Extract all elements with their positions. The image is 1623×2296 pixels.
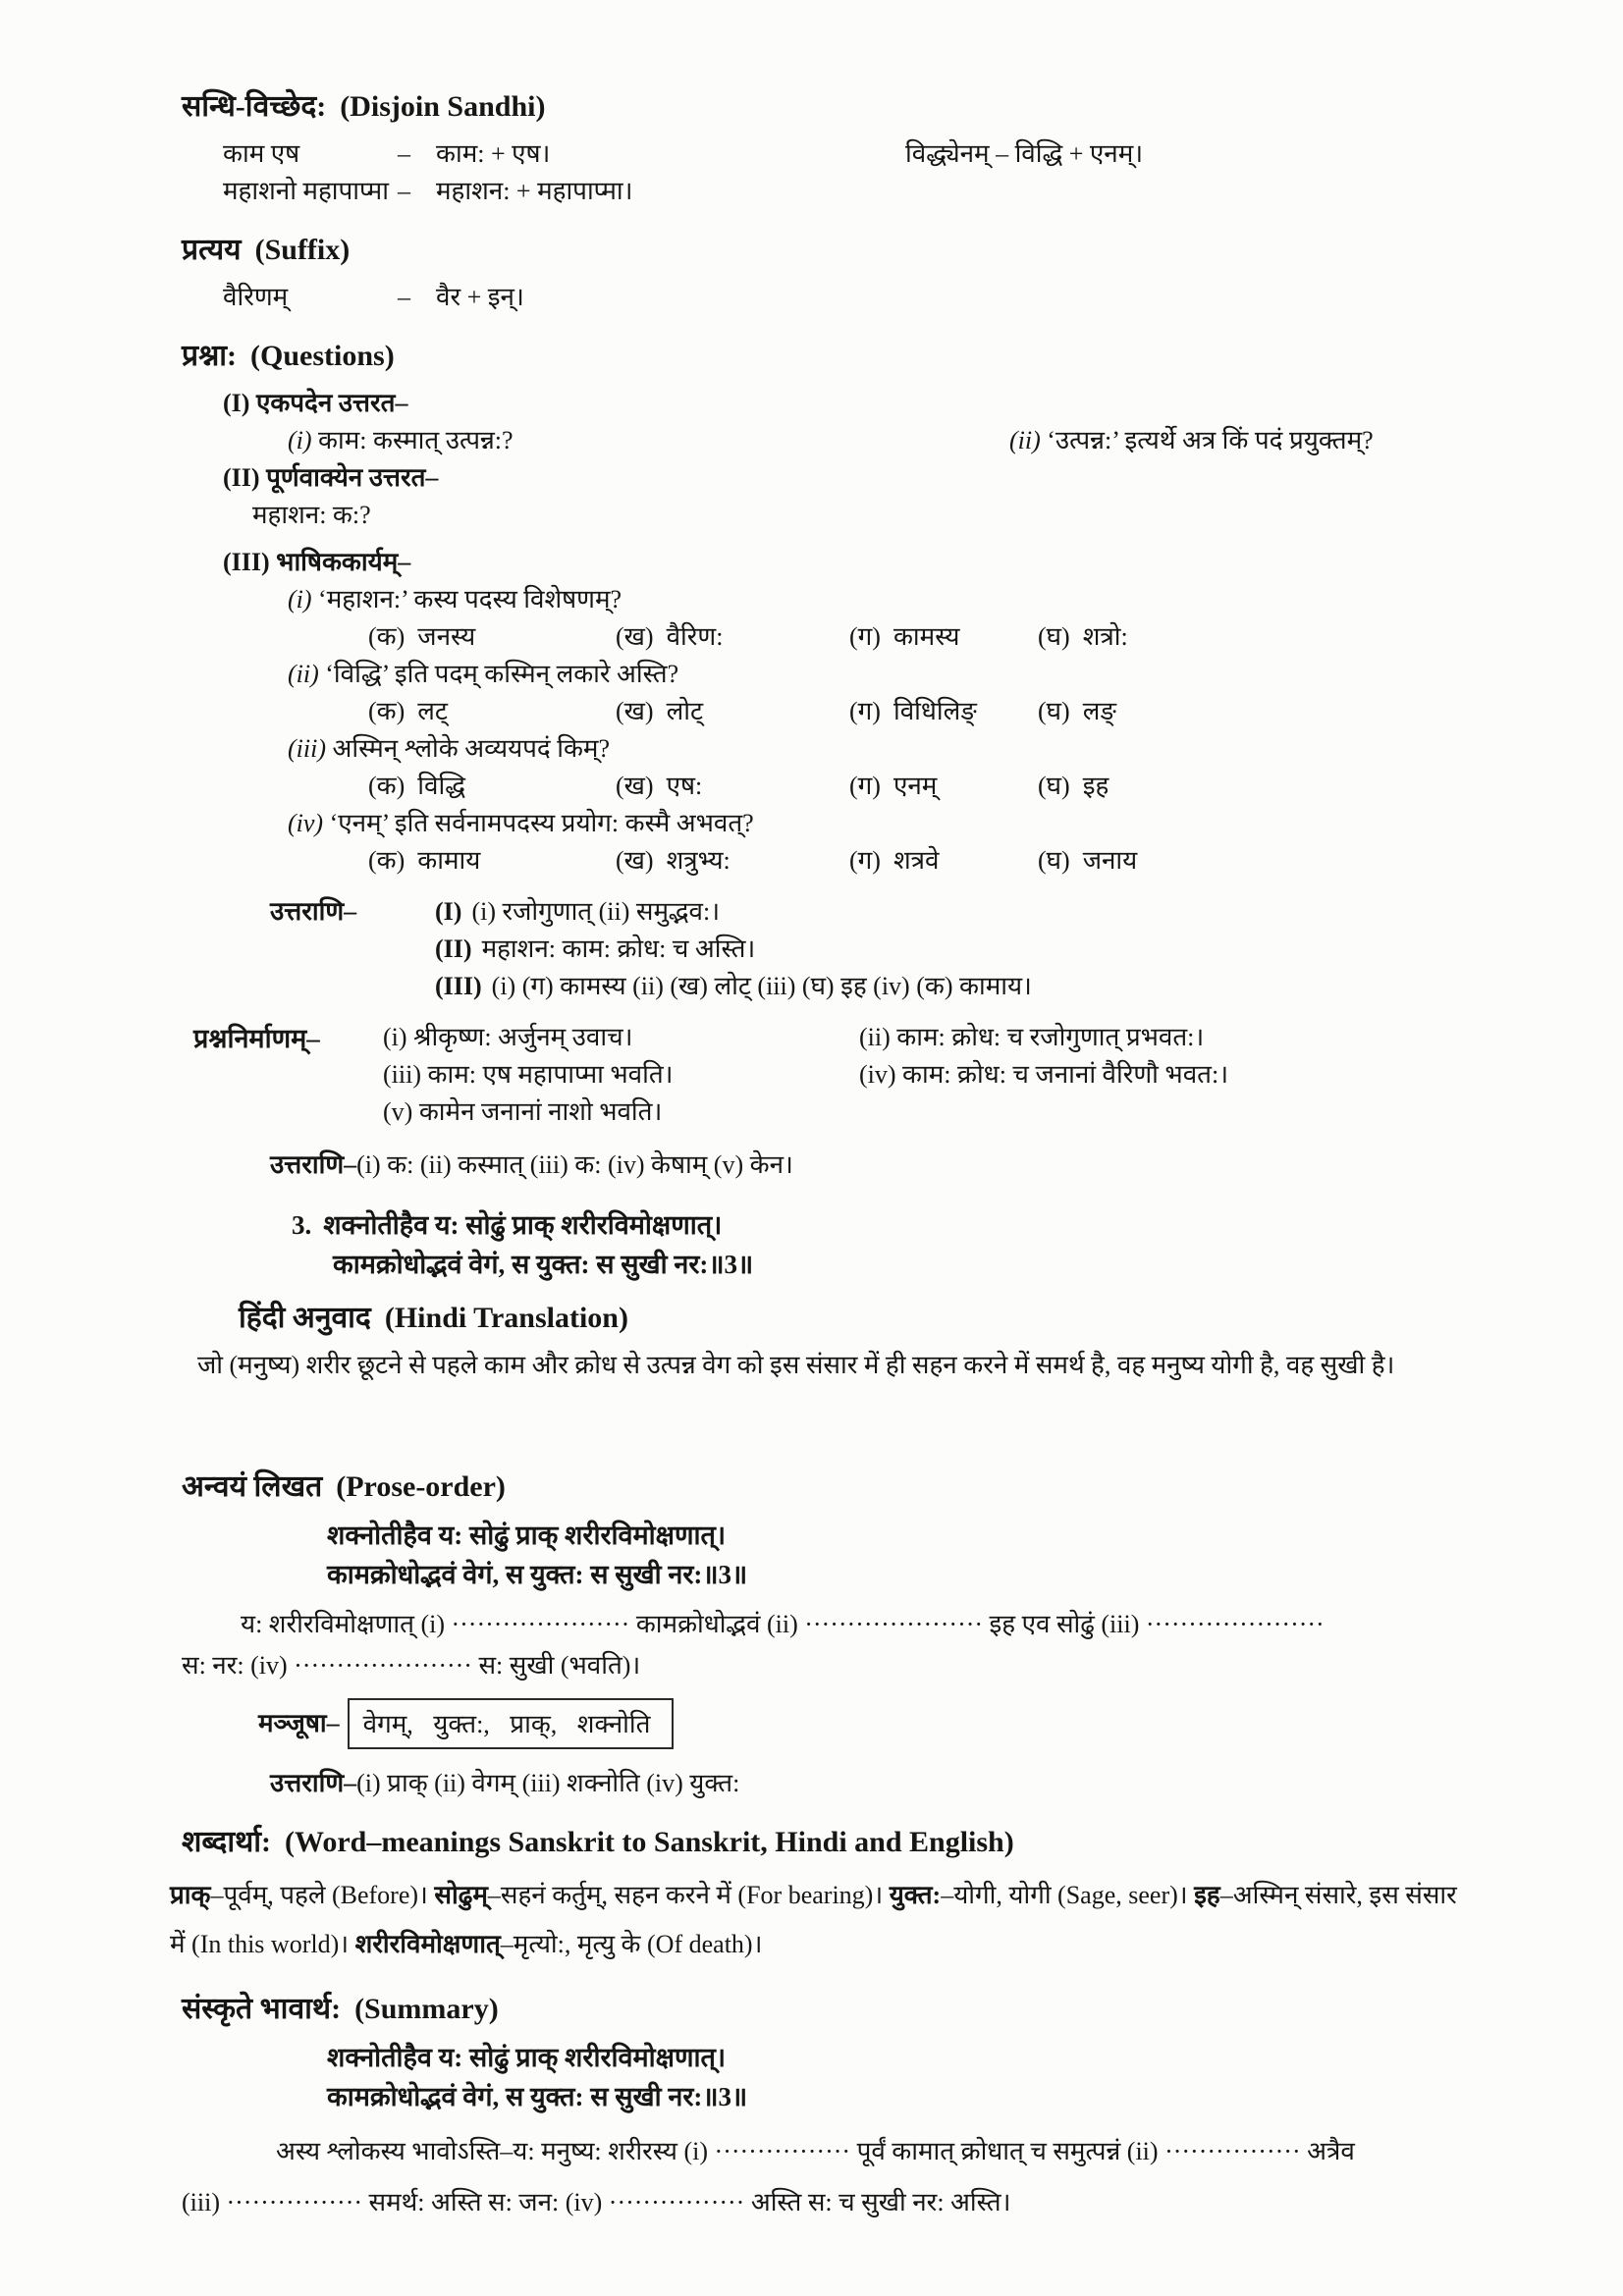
option-text: कामाय [417,846,481,875]
item-number: (i) [288,585,312,614]
dash: – [398,139,410,168]
suffix-split: वैर + इन्। [436,283,524,311]
option [616,618,849,656]
option-text: शत्रुभ्य: [666,846,730,875]
option [616,768,849,805]
question-group-1-title [223,385,1476,422]
option [1038,618,1476,656]
sandhi-heading-english: (Disjoin Sandhi) [340,90,546,123]
option-label: (घ) [1038,846,1070,875]
question-item [1009,422,1374,459]
verse-repeat [327,2038,1476,2116]
item-text: काम: कस्मात् उत्पन्न:? [318,426,514,454]
option-label: (घ) [1038,697,1070,725]
question-text: ‘एनम्’ इति सर्वनामपदस्य प्रयोग: कस्मै अभवत्? [329,809,754,837]
option [616,842,849,880]
option-text: विद्धि [417,772,465,800]
roman-number: (III) [435,972,482,1000]
row-right: (ii) काम: क्रोध: च रजोगुणात् प्रभवत:। [859,1023,1205,1051]
roman-number: (I) [435,897,462,926]
meaning: –योगी, योगी (Sage, seer)। [941,1881,1195,1909]
question-group-2-item: महाशन: क:? [252,501,371,529]
question-formation-row [383,1056,1476,1094]
answers-section [182,893,1476,1005]
heading-hindi: अन्वयं लिखत [182,1470,323,1503]
option-text: एनम् [893,772,938,800]
question-formation-answers [270,1147,1476,1184]
verse-text: शक्नोतीहैव य: सोढुं प्राक् शरीरविमोक्षणात्। [323,1210,723,1240]
mcq-question [288,581,1476,618]
option [368,842,616,880]
option [368,618,616,656]
answers-label: उत्तराणि– [270,1769,357,1797]
sandhi-right-note: विद्ध्येनम् – विद्धि + एनम्। [905,139,1144,168]
option-text: जनाय [1082,846,1138,875]
answers-label: उत्तराणि– [270,897,357,926]
prose-order-answers [270,1765,1476,1802]
question-formation-label: प्रश्ननिर्माणम्– [193,1024,320,1053]
mcq-question [288,656,1476,693]
summary-line-1: अस्य श्लोकस्य भावोऽस्ति–य: मनुष्य: शरीरस्य (i) ················ पूर्वं कामात् क्रोधात् च समुत्पन्नं (ii) ················ अत्रैव [276,2137,1355,2165]
suffix-row [223,279,1476,316]
answer-line [435,893,1032,931]
summary-heading [182,1987,1476,2032]
question-formation-section [182,1019,1476,1184]
suffix-word: वैरिणम् [223,283,289,311]
heading-hindi: शब्दार्था: [182,1826,272,1858]
option-text: कामस्य [893,622,960,651]
heading-english: (Prose-order) [336,1470,506,1503]
option-label: (ग) [849,846,881,875]
heading-english: (Word–meanings Sanskrit to Sanskrit, Hindi and English) [285,1826,1014,1858]
group-title: एकपदेन उत्तरत– [255,389,408,417]
answers-text: (i) क: (ii) कस्मात् (iii) क: (iv) केषाम् (v) केन। [356,1150,793,1179]
answer-text: महाशन: काम: क्रोध: च अस्ति। [481,934,756,963]
mcq-options [368,618,1476,656]
item-number: (iii) [288,734,326,763]
mcq-options [368,693,1476,730]
prose-order-section [182,1465,1476,1802]
meaning: –मृत्यो:, मृत्यु के (Of death)। [500,1930,763,1958]
option-label: (घ) [1038,772,1070,800]
term: युक्त: [889,1881,942,1909]
item-number: (i) [288,426,312,454]
option [849,618,1038,656]
manjusha-label: मञ्जूषा– [258,1709,340,1737]
heading-english: (Hindi Translation) [384,1302,628,1334]
question-group-3-title [223,544,1476,581]
option-text: शत्रवे [893,846,940,875]
verse-line-1: शक्नोतीहैव य: सोढुं प्राक् शरीरविमोक्षणात्। [327,2043,727,2072]
term: इह [1194,1881,1220,1909]
verse-line-2: कामक्रोधोद्भवं वेगं, स युक्त: स सुखी नर:॥3॥ [327,1560,748,1589]
option-label: (ख) [616,846,654,875]
dash: – [398,283,410,311]
sandhi-section [182,84,1476,210]
option-text: जनस्य [417,622,476,651]
questions-section [182,334,1476,880]
answer-line [435,931,1032,968]
questions-heading-hindi: प्रश्ना: [182,340,238,372]
questions-heading [182,334,1476,379]
mcq-block [182,581,1476,656]
option [849,842,1038,880]
question-group-2-title [223,459,1476,497]
question-text: ‘महाशन:’ कस्य पदस्य विशेषणम्? [318,585,622,614]
heading-english: (Summary) [354,1993,499,2025]
item-number: (ii) [1009,426,1041,454]
mcq-options [368,842,1476,880]
option-text: लङ् [1082,697,1116,725]
row-left: (i) श्रीकृष्ण: अर्जुनम् उवाच। [383,1023,633,1051]
summary-line-2: (iii) ················ समर्थ: अस्ति स: जन: (iv) ················ अस्ति स: च सुखी नर: अस्ति। [182,2188,1011,2216]
answers-text: (i) प्राक् (ii) वेगम् (iii) शक्नोति (iv) युक्त: [356,1769,740,1797]
verse-number: 3. [292,1210,312,1240]
mcq-block [182,805,1476,880]
manjusha-row [258,1698,1476,1749]
sandhi-split: काम: + एष। [436,139,551,168]
word-meanings-heading [182,1820,1476,1865]
row-left: (iii) काम: एष महापाप्मा भवति। [383,1060,674,1089]
hindi-translation-heading [239,1296,1476,1341]
mcq-question [288,805,1476,842]
roman-number: (II) [435,934,472,963]
term: सोढुम् [434,1881,488,1909]
option [368,693,616,730]
option-text: लट् [417,697,449,725]
option-label: (ग) [849,622,881,651]
suffix-heading-english: (Suffix) [254,234,351,266]
option-text: विधिलिङ् [893,697,977,725]
option-text: एष: [666,772,703,800]
answers-lines [435,893,1032,1005]
option-label: (ख) [616,697,654,725]
heading-hindi: हिंदी अनुवाद [239,1302,371,1334]
row-right: (iv) काम: क्रोध: च जनानां वैरिणौ भवत:। [859,1060,1229,1089]
option-label: (ख) [616,622,654,651]
mcq-question [288,730,1476,768]
option [1038,768,1476,805]
row-left: (v) कामेन जनानां नाशो भवति। [383,1097,663,1126]
sandhi-row [223,135,1476,173]
term: प्राक् [170,1881,211,1909]
dash: – [398,177,410,205]
question-formation-rows [383,1019,1476,1131]
sandhi-heading-hindi: सन्धि-विच्छेद: [182,90,327,123]
word-meanings-section [170,1820,1476,1969]
group-label: (III) [223,548,270,576]
option [849,693,1038,730]
option-label: (घ) [1038,622,1070,651]
option [1038,842,1476,880]
option-label: (ग) [849,772,881,800]
option-label: (क) [368,846,406,875]
question-item [288,426,514,454]
question-formation-row [383,1019,1476,1056]
item-number: (iv) [288,809,324,837]
hindi-translation-text: जो (मनुष्य) शरीर छूटने से पहले काम और क्रोध से उत्पन्न वेग को इस संसार में ही सहन करने में समर्थ है, वह मनुष्य योगी है, वह सुखी है। [197,1351,1395,1379]
mcq-options [368,768,1476,805]
option [849,768,1038,805]
group-label: (I) [223,389,250,417]
heading-hindi: संस्कृते भावार्थ: [182,1993,342,2025]
option [368,768,616,805]
summary-paragraph [182,2126,1476,2228]
meaning: –अस्मिन् संसारे, इस संसार में (In this world)। [170,1881,1457,1958]
suffix-section [182,228,1476,316]
group-title: भाषिककार्यम्– [276,548,411,576]
sandhi-word: महाशनो महापाप्मा [223,177,389,205]
fill-in-line-1: य: शरीरविमोक्षणात् (i) ····················· कामक्रोधोद्भवं (ii) ····················· इह एव सोढुं (iii) ····················· [241,1610,1325,1638]
verse-line-2: कामक्रोधोद्भवं वेगं, स युक्त: स सुखी नर:॥3॥ [333,1250,754,1279]
option-label: (ख) [616,772,654,800]
summary-section [182,1987,1476,2228]
verse-line-1 [292,1205,1476,1245]
suffix-heading [182,228,1476,273]
option-text: लोट् [666,697,704,725]
fill-in-line-2: स: नर: (iv) ····················· स: सुखी (भवति)। [182,1651,641,1680]
meaning: –सहनं कर्तुम्, सहन करने में (For bearing)। [487,1881,890,1909]
option-text: शत्रो: [1082,622,1128,651]
sandhi-row [223,173,1476,210]
option-label: (ग) [849,697,881,725]
item-text: ‘उत्पन्न:’ इत्यर्थे अत्र किं पदं प्रयुक्तम्? [1047,426,1374,454]
question-formation-row [383,1094,1476,1131]
hindi-translation-section [182,1296,1476,1390]
option-label: (क) [368,622,406,651]
term: शरीरविमोक्षणात् [354,1930,501,1958]
question-group-1-items [288,422,1476,459]
verse-section [292,1205,1476,1284]
verse-repeat [327,1516,1476,1594]
question-text: अस्मिन् श्लोके अव्ययपदं किम्? [332,734,611,763]
answer-text: (i) (ग) कामस्य (ii) (ख) लोट् (iii) (घ) इह (iv) (क) कामाय। [491,972,1032,1000]
manjusha-box: वेगम्, युक्त:, प्राक्, शक्नोति [348,1698,675,1749]
meaning: –पूर्वम्, पहले (Before)। [210,1881,435,1909]
verse-line-1: शक्नोतीहैव य: सोढुं प्राक् शरीरविमोक्षणात्। [327,1521,727,1550]
questions-heading-english: (Questions) [250,340,395,372]
option-text: वैरिण: [666,622,724,651]
suffix-heading-hindi: प्रत्यय [182,234,242,266]
option [1038,693,1476,730]
group-label: (II) [223,463,260,492]
item-number: (ii) [288,660,319,688]
option-text: इह [1082,772,1109,800]
sandhi-split: महाशन: + महापाप्मा। [436,177,633,205]
answers-label: उत्तराणि– [270,1150,357,1179]
answer-line [435,968,1032,1005]
sandhi-heading [182,84,1476,130]
mcq-block [182,656,1476,730]
group-title: पूर्णवाक्येन उत्तरत– [266,463,439,492]
sandhi-word: काम एष [223,139,300,168]
question-text: ‘विद्धि’ इति पदम् कस्मिन् लकारे अस्ति? [325,660,679,688]
option [616,693,849,730]
answer-text: (i) रजोगुणात् (ii) समुद्भव:। [471,897,721,926]
prose-order-heading [182,1465,1476,1510]
verse-line-2: कामक्रोधोद्भवं वेगं, स युक्त: स सुखी नर:॥3॥ [327,2082,748,2111]
mcq-block [182,730,1476,805]
word-meanings-text [170,1871,1476,1969]
option-label: (क) [368,697,406,725]
option-label: (क) [368,772,406,800]
